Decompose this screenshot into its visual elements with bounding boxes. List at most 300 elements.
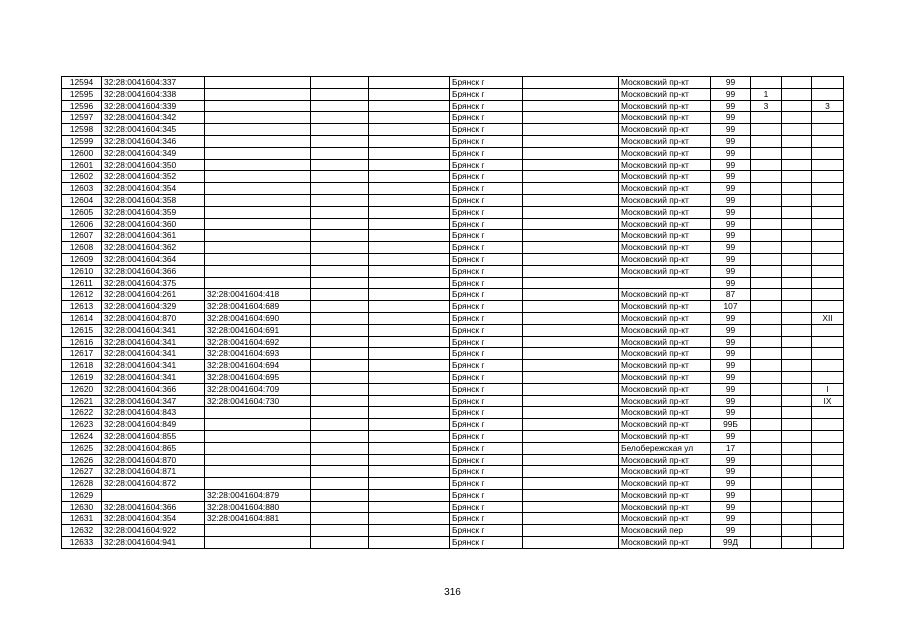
cell-apartment-number: 3 <box>812 100 844 112</box>
cell-street: Московский пр-кт <box>619 348 711 360</box>
cell-col-7 <box>523 242 619 254</box>
cell-apartment-number <box>812 407 844 419</box>
cell-row-number: 12615 <box>62 324 102 336</box>
cell-col-7 <box>523 88 619 100</box>
cell-city: Брянск г <box>450 312 523 324</box>
cell-col-4 <box>311 112 369 124</box>
cell-apartment-number <box>812 324 844 336</box>
cell-city: Брянск г <box>450 100 523 112</box>
cell-col-10 <box>751 466 782 478</box>
cell-city: Брянск г <box>450 183 523 195</box>
cell-col-10 <box>751 77 782 89</box>
cell-city: Брянск г <box>450 112 523 124</box>
cell-apartment-number <box>812 430 844 442</box>
cell-apartment-number <box>812 537 844 549</box>
cell-street: Московский пр-кт <box>619 124 711 136</box>
cell-house-number: 99 <box>711 324 751 336</box>
cell-col-4 <box>311 537 369 549</box>
cell-col-7 <box>523 407 619 419</box>
cell-house-number: 99 <box>711 206 751 218</box>
cell-street: Московский пр-кт <box>619 478 711 490</box>
cell-col-11 <box>782 171 812 183</box>
cell-col-11 <box>782 218 812 230</box>
table-row <box>62 430 844 442</box>
cell-house-number: 99 <box>711 525 751 537</box>
cell-city: Брянск г <box>450 537 523 549</box>
cell-col-11 <box>782 407 812 419</box>
cell-house-number: 99 <box>711 513 751 525</box>
table-row <box>62 371 844 383</box>
cell-apartment-number <box>812 253 844 265</box>
cell-col-7 <box>523 454 619 466</box>
cell-apartment-number: IX <box>812 395 844 407</box>
cell-house-number: 99 <box>711 77 751 89</box>
cell-apartment-number <box>812 419 844 431</box>
cell-col-4 <box>311 324 369 336</box>
table-row <box>62 324 844 336</box>
cell-street: Московский пр-кт <box>619 230 711 242</box>
cell-col-5 <box>369 124 450 136</box>
cell-col-7 <box>523 478 619 490</box>
cell-street: Московский пр-кт <box>619 383 711 395</box>
cell-row-number: 12631 <box>62 513 102 525</box>
cell-cadastral-number: 32:28:0041604:338 <box>102 88 205 100</box>
cell-row-number: 12618 <box>62 360 102 372</box>
cell-col-5 <box>369 360 450 372</box>
cell-street: Московский пр-кт <box>619 135 711 147</box>
cell-col-7 <box>523 277 619 289</box>
cell-linked-cadastral-number <box>205 77 311 89</box>
cell-cadastral-number: 32:28:0041604:339 <box>102 100 205 112</box>
cell-apartment-number <box>812 112 844 124</box>
table-row <box>62 383 844 395</box>
cell-row-number: 12602 <box>62 171 102 183</box>
cell-col-10 <box>751 478 782 490</box>
cell-apartment-number <box>812 501 844 513</box>
cell-col-10 <box>751 218 782 230</box>
table-row <box>62 277 844 289</box>
cell-col-11 <box>782 301 812 313</box>
cell-street: Московский пр-кт <box>619 430 711 442</box>
cell-apartment-number <box>812 171 844 183</box>
cell-col-10 <box>751 312 782 324</box>
cell-city: Брянск г <box>450 489 523 501</box>
cell-cadastral-number: 32:28:0041604:870 <box>102 454 205 466</box>
registry-table <box>61 76 844 549</box>
cell-linked-cadastral-number <box>205 454 311 466</box>
cell-row-number: 12599 <box>62 135 102 147</box>
cell-col-4 <box>311 489 369 501</box>
cell-col-4 <box>311 312 369 324</box>
cell-col-4 <box>311 419 369 431</box>
cell-col-10 <box>751 383 782 395</box>
table-row <box>62 466 844 478</box>
cell-row-number: 12596 <box>62 100 102 112</box>
cell-city: Брянск г <box>450 430 523 442</box>
table-row <box>62 230 844 242</box>
cell-linked-cadastral-number: 32:28:0041604:418 <box>205 289 311 301</box>
cell-row-number: 12611 <box>62 277 102 289</box>
cell-col-4 <box>311 383 369 395</box>
table-row <box>62 265 844 277</box>
cell-col-11 <box>782 478 812 490</box>
cell-col-5 <box>369 466 450 478</box>
cell-col-11 <box>782 88 812 100</box>
cell-apartment-number <box>812 360 844 372</box>
cell-col-5 <box>369 242 450 254</box>
cell-col-11 <box>782 442 812 454</box>
cell-house-number: 99 <box>711 501 751 513</box>
cell-col-5 <box>369 88 450 100</box>
cell-col-5 <box>369 230 450 242</box>
cell-col-4 <box>311 230 369 242</box>
cell-col-10 <box>751 419 782 431</box>
cell-col-7 <box>523 265 619 277</box>
cell-city: Брянск г <box>450 395 523 407</box>
cell-col-10 <box>751 371 782 383</box>
cell-street: Московский пр-кт <box>619 112 711 124</box>
table-row <box>62 171 844 183</box>
cell-col-11 <box>782 183 812 195</box>
cell-col-7 <box>523 383 619 395</box>
cell-city: Брянск г <box>450 242 523 254</box>
cell-row-number: 12598 <box>62 124 102 136</box>
cell-row-number: 12630 <box>62 501 102 513</box>
cell-city: Брянск г <box>450 206 523 218</box>
cell-linked-cadastral-number <box>205 419 311 431</box>
cell-col-7 <box>523 194 619 206</box>
cell-cadastral-number: 32:28:0041604:354 <box>102 183 205 195</box>
cell-street: Московский пр-кт <box>619 218 711 230</box>
cell-col-11 <box>782 537 812 549</box>
cell-col-4 <box>311 525 369 537</box>
cell-street: Московский пр-кт <box>619 159 711 171</box>
cell-row-number: 12616 <box>62 336 102 348</box>
table-row <box>62 253 844 265</box>
cell-city: Брянск г <box>450 348 523 360</box>
cell-cadastral-number: 32:28:0041604:366 <box>102 265 205 277</box>
cell-col-4 <box>311 88 369 100</box>
cell-col-4 <box>311 253 369 265</box>
cell-col-7 <box>523 537 619 549</box>
cell-col-11 <box>782 430 812 442</box>
cell-col-10 <box>751 124 782 136</box>
cell-house-number: 99 <box>711 159 751 171</box>
cell-house-number: 99 <box>711 277 751 289</box>
cell-col-7 <box>523 395 619 407</box>
cell-cadastral-number: 32:28:0041604:360 <box>102 218 205 230</box>
cell-col-5 <box>369 489 450 501</box>
cell-apartment-number <box>812 336 844 348</box>
cell-col-10 <box>751 230 782 242</box>
cell-apartment-number <box>812 466 844 478</box>
cell-apartment-number <box>812 454 844 466</box>
cell-col-11 <box>782 289 812 301</box>
cell-col-5 <box>369 112 450 124</box>
cell-apartment-number <box>812 265 844 277</box>
cell-row-number: 12607 <box>62 230 102 242</box>
cell-street: Московский пр-кт <box>619 206 711 218</box>
cell-street: Московский пр-кт <box>619 242 711 254</box>
table-row <box>62 407 844 419</box>
cell-col-11 <box>782 112 812 124</box>
cell-apartment-number <box>812 371 844 383</box>
cell-apartment-number <box>812 147 844 159</box>
cell-col-11 <box>782 395 812 407</box>
cell-col-4 <box>311 466 369 478</box>
cell-col-10 <box>751 183 782 195</box>
cell-col-4 <box>311 454 369 466</box>
cell-house-number: 99 <box>711 371 751 383</box>
table-row <box>62 289 844 301</box>
cell-col-5 <box>369 183 450 195</box>
table-row <box>62 312 844 324</box>
cell-col-10 <box>751 537 782 549</box>
cell-street: Московский пер <box>619 525 711 537</box>
cell-house-number: 99 <box>711 242 751 254</box>
cell-linked-cadastral-number: 32:28:0041604:690 <box>205 312 311 324</box>
cell-house-number: 99 <box>711 466 751 478</box>
cell-city: Брянск г <box>450 159 523 171</box>
cell-apartment-number <box>812 159 844 171</box>
cell-col-4 <box>311 265 369 277</box>
cell-city: Брянск г <box>450 454 523 466</box>
cell-row-number: 12633 <box>62 537 102 549</box>
cell-cadastral-number: 32:28:0041604:362 <box>102 242 205 254</box>
cell-col-5 <box>369 100 450 112</box>
cell-col-11 <box>782 77 812 89</box>
cell-linked-cadastral-number: 32:28:0041604:881 <box>205 513 311 525</box>
cell-col-7 <box>523 135 619 147</box>
cell-house-number: 99 <box>711 336 751 348</box>
cell-col-5 <box>369 324 450 336</box>
cell-col-4 <box>311 218 369 230</box>
cell-house-number: 99 <box>711 395 751 407</box>
table-row <box>62 336 844 348</box>
cell-apartment-number <box>812 206 844 218</box>
cell-col-5 <box>369 336 450 348</box>
cell-col-5 <box>369 147 450 159</box>
cell-col-10 <box>751 336 782 348</box>
cell-col-11 <box>782 253 812 265</box>
cell-col-5 <box>369 277 450 289</box>
cell-apartment-number <box>812 124 844 136</box>
table-row <box>62 454 844 466</box>
cell-col-5 <box>369 301 450 313</box>
cell-col-7 <box>523 466 619 478</box>
cell-col-10 <box>751 277 782 289</box>
cell-col-11 <box>782 371 812 383</box>
cell-house-number: 99 <box>711 478 751 490</box>
cell-linked-cadastral-number <box>205 135 311 147</box>
cell-col-7 <box>523 371 619 383</box>
cell-cadastral-number: 32:28:0041604:922 <box>102 525 205 537</box>
cell-col-5 <box>369 171 450 183</box>
cell-street: Московский пр-кт <box>619 407 711 419</box>
table-row <box>62 525 844 537</box>
cell-col-10 <box>751 324 782 336</box>
cell-col-10 <box>751 348 782 360</box>
cell-linked-cadastral-number: 32:28:0041604:689 <box>205 301 311 313</box>
cell-col-10 <box>751 301 782 313</box>
cell-col-7 <box>523 430 619 442</box>
cell-row-number: 12601 <box>62 159 102 171</box>
cell-col-7 <box>523 324 619 336</box>
cell-col-5 <box>369 501 450 513</box>
cell-col-5 <box>369 537 450 549</box>
cell-col-11 <box>782 194 812 206</box>
cell-col-11 <box>782 525 812 537</box>
cell-cadastral-number: 32:28:0041604:346 <box>102 135 205 147</box>
cell-cadastral-number: 32:28:0041604:341 <box>102 324 205 336</box>
cell-city: Брянск г <box>450 301 523 313</box>
cell-linked-cadastral-number: 32:28:0041604:879 <box>205 489 311 501</box>
cell-col-4 <box>311 206 369 218</box>
table-row <box>62 147 844 159</box>
cell-col-11 <box>782 277 812 289</box>
cell-house-number: 99 <box>711 124 751 136</box>
cell-row-number: 12606 <box>62 218 102 230</box>
cell-house-number: 99 <box>711 112 751 124</box>
cell-linked-cadastral-number <box>205 265 311 277</box>
cell-linked-cadastral-number <box>205 100 311 112</box>
cell-col-10 <box>751 171 782 183</box>
cell-linked-cadastral-number <box>205 525 311 537</box>
cell-col-7 <box>523 230 619 242</box>
cell-street: Московский пр-кт <box>619 289 711 301</box>
cell-cadastral-number: 32:28:0041604:354 <box>102 513 205 525</box>
cell-city: Брянск г <box>450 324 523 336</box>
cell-street: Московский пр-кт <box>619 77 711 89</box>
table-row <box>62 242 844 254</box>
cell-linked-cadastral-number <box>205 242 311 254</box>
table-row <box>62 478 844 490</box>
table-row <box>62 77 844 89</box>
table-row <box>62 348 844 360</box>
table-row <box>62 537 844 549</box>
cell-cadastral-number: 32:28:0041604:341 <box>102 336 205 348</box>
table-row <box>62 194 844 206</box>
cell-linked-cadastral-number <box>205 147 311 159</box>
cell-linked-cadastral-number: 32:28:0041604:691 <box>205 324 311 336</box>
cell-row-number: 12628 <box>62 478 102 490</box>
cell-col-11 <box>782 454 812 466</box>
table-row <box>62 395 844 407</box>
cell-row-number: 12624 <box>62 430 102 442</box>
cell-col-10 <box>751 513 782 525</box>
cell-street: Московский пр-кт <box>619 466 711 478</box>
registry-table-body <box>62 77 844 549</box>
cell-street: Московский пр-кт <box>619 371 711 383</box>
cell-city: Брянск г <box>450 419 523 431</box>
cell-apartment-number <box>812 77 844 89</box>
cell-row-number: 12603 <box>62 183 102 195</box>
cell-house-number: 99 <box>711 383 751 395</box>
cell-cadastral-number: 32:28:0041604:366 <box>102 383 205 395</box>
cell-col-5 <box>369 395 450 407</box>
cell-cadastral-number: 32:28:0041604:329 <box>102 301 205 313</box>
cell-col-7 <box>523 348 619 360</box>
cell-house-number: 99 <box>711 230 751 242</box>
cell-city: Брянск г <box>450 277 523 289</box>
cell-house-number: 99 <box>711 135 751 147</box>
cell-linked-cadastral-number <box>205 442 311 454</box>
cell-col-11 <box>782 513 812 525</box>
table-row <box>62 513 844 525</box>
cell-city: Брянск г <box>450 478 523 490</box>
cell-city: Брянск г <box>450 371 523 383</box>
cell-street: Московский пр-кт <box>619 312 711 324</box>
cell-col-7 <box>523 336 619 348</box>
cell-house-number: 107 <box>711 301 751 313</box>
cell-cadastral-number: 32:28:0041604:345 <box>102 124 205 136</box>
cell-col-5 <box>369 135 450 147</box>
cell-cadastral-number: 32:28:0041604:358 <box>102 194 205 206</box>
cell-col-7 <box>523 253 619 265</box>
cell-apartment-number <box>812 277 844 289</box>
cell-linked-cadastral-number <box>205 218 311 230</box>
cell-col-7 <box>523 124 619 136</box>
cell-cadastral-number: 32:28:0041604:359 <box>102 206 205 218</box>
table-row <box>62 301 844 313</box>
cell-house-number: 99 <box>711 194 751 206</box>
cell-city: Брянск г <box>450 442 523 454</box>
cell-cadastral-number: 32:28:0041604:941 <box>102 537 205 549</box>
cell-col-10 <box>751 206 782 218</box>
cell-col-4 <box>311 77 369 89</box>
cell-col-4 <box>311 277 369 289</box>
cell-col-11 <box>782 419 812 431</box>
table-row <box>62 124 844 136</box>
cell-house-number: 99 <box>711 183 751 195</box>
cell-street: Московский пр-кт <box>619 100 711 112</box>
cell-apartment-number <box>812 218 844 230</box>
cell-col-5 <box>369 430 450 442</box>
cell-row-number: 12612 <box>62 289 102 301</box>
cell-linked-cadastral-number <box>205 194 311 206</box>
cell-cadastral-number: 32:28:0041604:349 <box>102 147 205 159</box>
cell-col-5 <box>369 478 450 490</box>
cell-col-4 <box>311 501 369 513</box>
cell-street <box>619 277 711 289</box>
cell-col-5 <box>369 289 450 301</box>
cell-col-10 <box>751 395 782 407</box>
table-row <box>62 159 844 171</box>
cell-col-10 <box>751 159 782 171</box>
cell-row-number: 12604 <box>62 194 102 206</box>
cell-col-11 <box>782 206 812 218</box>
cell-city: Брянск г <box>450 147 523 159</box>
cell-col-4 <box>311 395 369 407</box>
cell-apartment-number <box>812 242 844 254</box>
cell-cadastral-number: 32:28:0041604:366 <box>102 501 205 513</box>
cell-col-4 <box>311 183 369 195</box>
table-row <box>62 501 844 513</box>
cell-house-number: 99 <box>711 407 751 419</box>
cell-house-number: 99 <box>711 489 751 501</box>
cell-col-4 <box>311 124 369 136</box>
table-row <box>62 183 844 195</box>
cell-row-number: 12623 <box>62 419 102 431</box>
cell-row-number: 12626 <box>62 454 102 466</box>
cell-street: Московский пр-кт <box>619 489 711 501</box>
cell-house-number: 99 <box>711 430 751 442</box>
cell-col-4 <box>311 442 369 454</box>
cell-row-number: 12632 <box>62 525 102 537</box>
cell-col-5 <box>369 312 450 324</box>
cell-col-7 <box>523 419 619 431</box>
cell-col-11 <box>782 336 812 348</box>
